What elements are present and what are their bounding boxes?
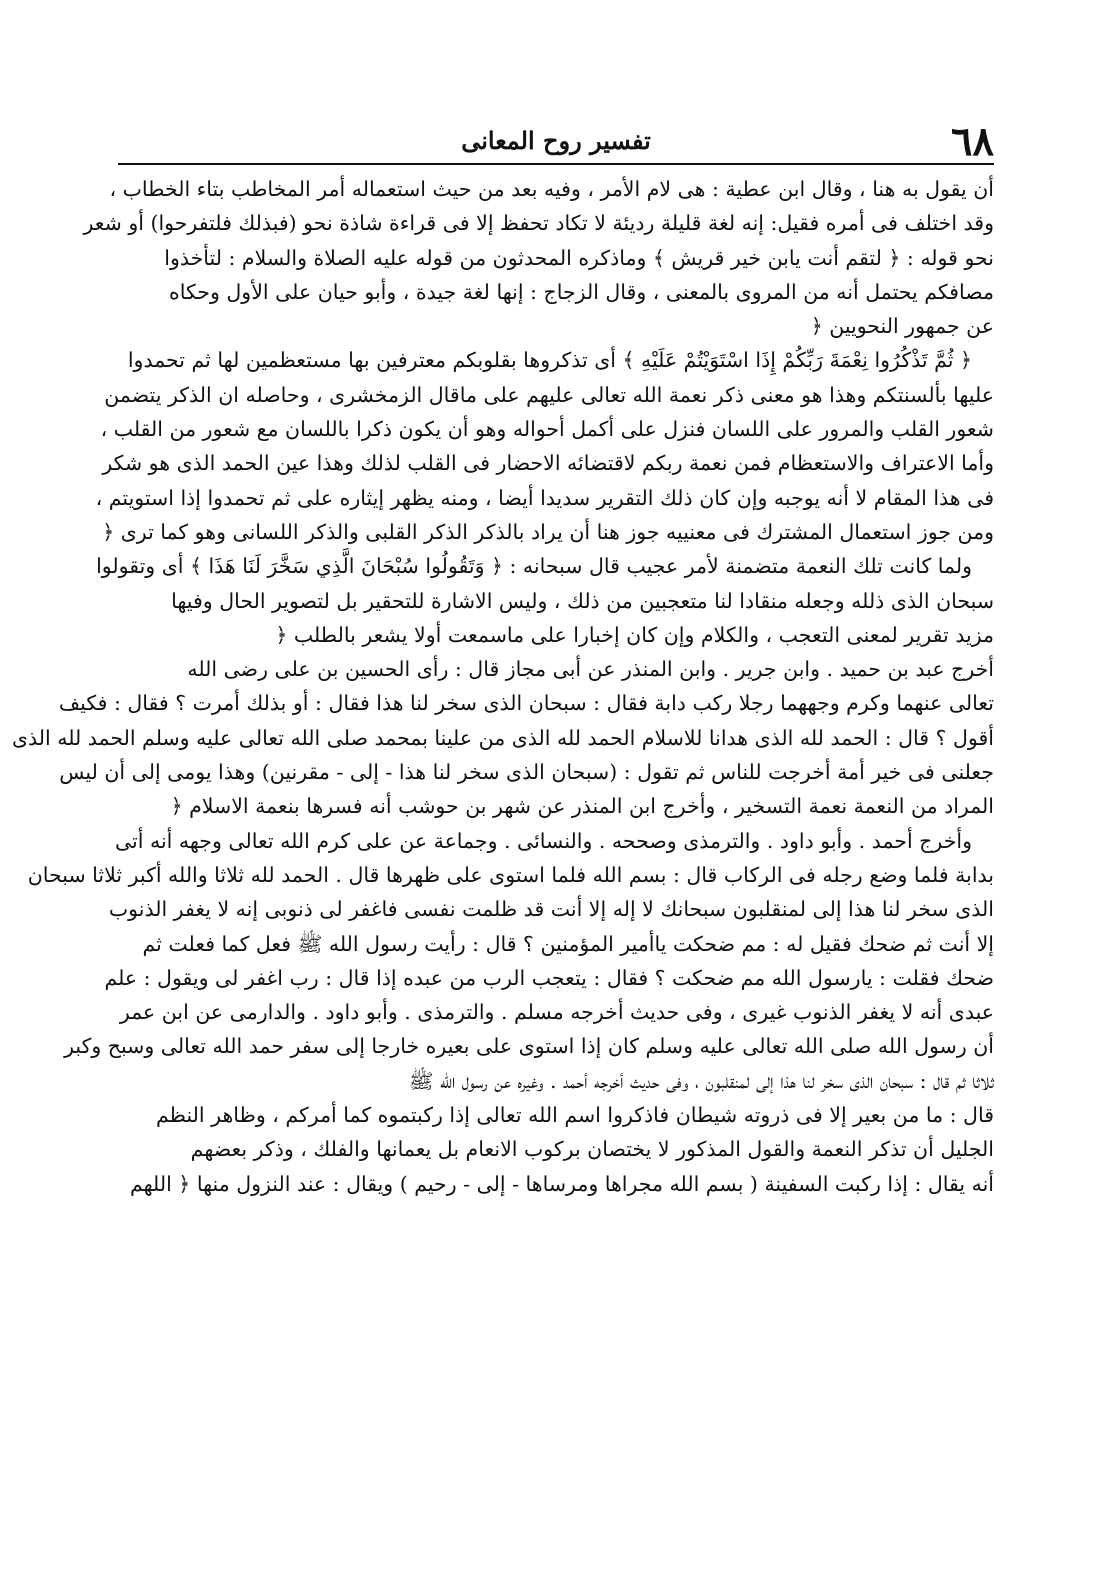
text-line: أن رسول الله صلى الله تعالى عليه وسلم كان إذا استوى على بعيره خارجا إلى سفر حمد الله تعالى وسبح وكبر bbox=[64, 1034, 994, 1059]
text-line: الجليل أن تذكر النعمة والقول المذكور لا يختصان بركوب الانعام بل يعمانها والفلك ، وذكر بعضهم bbox=[190, 1137, 994, 1162]
text-line: فى هذا المقام لا أنه يوجبه وإن كان ذلك التقرير سديدا أيضا ، ومنه يظهر إيثاره على ثم تحمدوا إذا استويتم ، bbox=[95, 485, 994, 510]
text-line: إلا أنت ثم ضحك فقيل له : مم ضحكت ياأمير المؤمنين ؟ قال : رأيت رسول الله ﷺ فعل كما فعلت ثم bbox=[142, 931, 994, 956]
text-line: عبدى أنه لا يغفر الذنوب غيرى ، وفى حديث أخرجه مسلم . والترمذى . وأبو داود . والدارمى عن ابن عمر bbox=[119, 1000, 994, 1025]
text-line: ضحك فقلت : يارسول الله مم ضحكت ؟ فقال : يتعجب الرب من عبده إذا قال : رب اغفر لى ويقول : علم bbox=[104, 965, 994, 990]
text-line: أخرج عبد بن حميد . وابن جرير . وابن المنذر عن أبى مجاز قال : رأى الحسين بن على رضى الله bbox=[187, 657, 994, 682]
text-line: أقول ؟ قال : الحمد لله الذى هدانا للاسلام الحمد لله الذى من علينا بمحمد صلى الله تعالى عليه وسلم الحمد لله الذى bbox=[11, 725, 994, 750]
text-line: سبحان الذى ذلله وجعله منقادا لنا متعجبين من ذلك ، وليس الاشارة للتحقير بل لتصوير الحال وفيها bbox=[171, 588, 994, 613]
text-line: عليها بألسنتكم وهذا هو معنى ذكر نعمة الله تعالى عليهم على ماقال الزمخشرى ، وحاصله ان الذكر يتضمن bbox=[104, 382, 994, 407]
paragraph bbox=[95, 343, 994, 549]
text-line: عن جمهور النحويين ﴿ bbox=[810, 314, 994, 339]
text-line: بدابة فلما وضع رجله فى الركاب قال : بسم الله فلما استوى على ظهرها قال . الحمد لله ثلاثا والله أكبر ثلاثا سبحان bbox=[27, 862, 994, 887]
page-header bbox=[118, 118, 994, 168]
text-line: نحو قوله : ﴿ لتقم أنت يابن خير قريش ﴾ وماذكره المحدثون من قوله عليه الصلاة والسلام : لتأخذوا bbox=[164, 245, 994, 270]
running-title: تفسير روح المعانى bbox=[461, 126, 651, 155]
text-line: جعلنى فى خير أمة أخرجت للناس ثم تقول : (سبحان الذى سخر لنا هذا - إلى - مقرنين) وهذا يومى إلى أن ليس bbox=[59, 760, 994, 785]
text-line: الذى سخر لنا هذا إلى لمنقلبون سبحانك لا إله إلا أنت قد ظلمت نفسى فاغفر لى ذنوبى إنه لا يغفر الذنوب bbox=[108, 897, 994, 922]
paragraph bbox=[96, 549, 994, 652]
text-line: وقد اختلف فى أمره فقيل: إنه لغة قليلة رديئة لا تكاد تحفظ إلا فى قراءة شاذة نحو (فبذلك فلتفرحوا) أو شعر bbox=[83, 211, 994, 236]
text-line: تعالى عنهما وكرم وجههما رجلا ركب دابة فقال : سبحان الذى سخر لنا هذا فقال : أو بذلك أمرت ؟ فقال : فكيف bbox=[58, 691, 994, 716]
text-line: قال : ما من بعير إلا فى ذروته شيطان فاذكروا اسم الله تعالى إذا ركبتموه كما أمركم ، وظاهر النظم bbox=[156, 1103, 994, 1128]
page-number: ٦٨ bbox=[951, 118, 994, 165]
paragraph bbox=[11, 652, 994, 823]
text-line: ولما كانت تلك النعمة متضمنة لأمر عجيب قال سبحانه : ﴿ وَتَقُولُوا سُبْحَانَ الَّذِي سَخَّرَ لَنَا هَذَا ﴾ أى وتقولوا bbox=[96, 554, 972, 579]
text-line: وأما الاعتراف والاستعظام فمن نعمة ربكم لاقتضائه الاحضار فى القلب لذلك وهذا عين الحمد الذى هو شكر bbox=[102, 451, 994, 476]
header-rule bbox=[118, 163, 994, 165]
text-line: ثلاثا ثم قال : سبحان الذى سخر لنا هذا إلى لمنقلبون ، وفى حديث أخرجه أحمد . وغيره عن رسول الله ﷺ bbox=[408, 1068, 994, 1093]
text-line: مزيد تقرير لمعنى التعجب ، والكلام وإن كان إخبارا على ماسمعت أولا يشعر بالطلب ﴿ bbox=[275, 622, 994, 647]
paragraph bbox=[27, 824, 994, 1201]
text-line: وأخرج أحمد . وأبو داود . والترمذى وصححه . والنسائى . وجماعة عن على كرم الله تعالى وجهه أنه أتى bbox=[114, 828, 972, 853]
text-line: المراد من النعمة نعمة التسخير ، وأخرج ابن المنذر عن شهر بن حوشب أنه فسرها بنعمة الاسلام ﴿ bbox=[170, 794, 994, 819]
text-line: أن يقول به هنا ، وقال ابن عطية : هى لام الأمر ، وفيه بعد من حيث استعماله أمر المخاطب بتاء الخطاب ، bbox=[109, 177, 994, 201]
text-line: مصافكم يحتمل أنه من المروى بالمعنى ، وقال الزجاج : إنها لغة جيدة ، وأبو حيان على الأول وحكاه bbox=[169, 279, 994, 304]
text-line: أنه يقال : إذا ركبت السفينة ( بسم الله مجراها ومرساها - إلى - رحيم ) ويقال : عند النزول منها ﴿ اللهم bbox=[129, 1171, 994, 1196]
text-line: ﴿ ثُمَّ تَذْكُرُوا نِعْمَةَ رَبِّكُمْ إِذَا اسْتَوَيْتُمْ عَلَيْهِ ﴾ أى تذكروها بقلوبكم معترفين بها مستعظمين لها ثم تحمدوا bbox=[127, 348, 972, 373]
commentary-text bbox=[11, 172, 994, 1201]
paragraph bbox=[83, 172, 994, 343]
text-line: شعور القلب والمرور على اللسان فنزل على أكمل أحواله وهو أن يكون ذكرا باللسان مع شعور من القلب ، bbox=[100, 417, 994, 442]
text-line: ومن جوز استعمال المشترك فى معنييه جوز هنا أن يراد بالذكر الذكر القلبى والذكر اللسانى وهو كما ترى ﴿ bbox=[102, 519, 994, 544]
